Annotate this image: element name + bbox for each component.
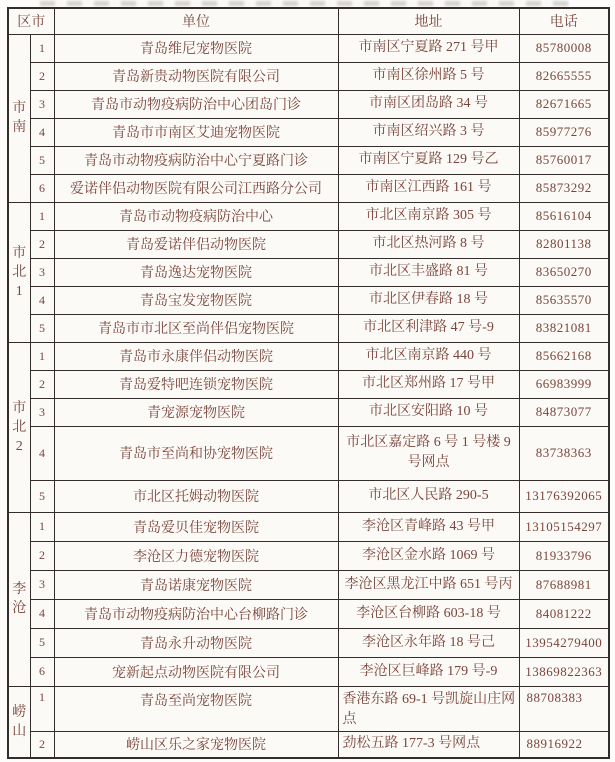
address-cell: 劲松五路 177-3 号网点 [338, 731, 519, 758]
phone-cell: 66983999 [519, 370, 609, 398]
row-number-cell: 4 [30, 599, 54, 628]
table-row [8, 370, 609, 398]
phone-cell: 13105154297 [519, 512, 609, 541]
table-row [8, 480, 609, 512]
phone-cell: 83821081 [519, 314, 609, 342]
table-row [8, 398, 609, 426]
table-row [8, 62, 609, 90]
phone-cell: 82665555 [519, 62, 609, 90]
row-number-cell: 6 [30, 174, 54, 202]
unit-cell: 青岛宝发宠物医院 [54, 286, 338, 314]
district-cell: 崂山 [8, 686, 30, 758]
phone-cell: 88708383 [519, 686, 609, 731]
unit-cell: 青岛维尼宠物医院 [54, 34, 338, 62]
row-number-cell: 4 [30, 286, 54, 314]
address-cell: 市北区利津路 47 号-9 [338, 314, 519, 342]
table-row [8, 230, 609, 258]
unit-cell: 青岛市动物疫病防治中心团岛门诊 [54, 90, 338, 118]
address-cell: 市北区人民路 290-5 [338, 480, 519, 512]
row-number-cell: 6 [30, 657, 54, 686]
address-cell: 市北区南京路 305 号 [338, 202, 519, 230]
table-row [8, 118, 609, 146]
row-number-cell: 1 [30, 342, 54, 370]
phone-cell: 85635570 [519, 286, 609, 314]
table-row [8, 657, 609, 686]
phone-cell: 85873292 [519, 174, 609, 202]
header-row [8, 8, 609, 34]
phone-cell: 83738363 [519, 426, 609, 480]
row-number-cell: 2 [30, 370, 54, 398]
address-cell: 市南区团岛路 34 号 [338, 90, 519, 118]
unit-cell: 青宠源宠物医院 [54, 398, 338, 426]
unit-cell: 青岛市永康伴侣动物医院 [54, 342, 338, 370]
table-row [8, 731, 609, 758]
district-cell: 市北2 [8, 342, 30, 512]
row-number-cell: 3 [30, 258, 54, 286]
address-cell: 市北区丰盛路 81 号 [338, 258, 519, 286]
address-cell: 市南区宁夏路 271 号甲 [338, 34, 519, 62]
pet-hospital-table [7, 7, 610, 759]
unit-cell: 青岛市市北区至尚伴侣宠物医院 [54, 314, 338, 342]
table-row [8, 286, 609, 314]
phone-cell: 87688981 [519, 570, 609, 599]
address-cell: 市北区安阳路 10 号 [338, 398, 519, 426]
table-row [8, 202, 609, 230]
address-cell: 市南区宁夏路 129 号乙 [338, 146, 519, 174]
table-row [8, 570, 609, 599]
address-cell: 香港东路 69-1 号凯旋山庄网点 [338, 686, 519, 731]
row-number-cell: 5 [30, 146, 54, 174]
unit-cell: 青岛市市南区艾迪宠物医院 [54, 118, 338, 146]
unit-cell: 爱诺伴侣动物医院有限公司江西路分公司 [54, 174, 338, 202]
table-row [8, 426, 609, 480]
row-number-cell: 3 [30, 570, 54, 599]
table-row [8, 342, 609, 370]
row-number-cell: 5 [30, 314, 54, 342]
phone-cell: 13176392065 [519, 480, 609, 512]
address-cell: 李沧区金水路 1069 号 [338, 541, 519, 570]
header-phone: 电话 [519, 8, 609, 34]
unit-cell: 青岛诺康宠物医院 [54, 570, 338, 599]
district-cell: 市南 [8, 34, 30, 202]
table-row [8, 599, 609, 628]
header-unit: 单位 [54, 8, 338, 34]
phone-cell: 85780008 [519, 34, 609, 62]
address-cell: 李沧区永年路 18 号己 [338, 628, 519, 657]
table-body [8, 34, 609, 758]
table-row [8, 174, 609, 202]
address-cell: 市北区热河路 8 号 [338, 230, 519, 258]
phone-cell: 13954279400 [519, 628, 609, 657]
district-cell: 市北1 [8, 202, 30, 342]
table-row [8, 34, 609, 62]
address-cell: 市南区徐州路 5 号 [338, 62, 519, 90]
row-number-cell: 2 [30, 62, 54, 90]
unit-cell: 青岛至尚宠物医院 [54, 686, 338, 731]
table-row [8, 541, 609, 570]
unit-cell: 青岛新贵动物医院有限公司 [54, 62, 338, 90]
district-cell: 李沧 [8, 512, 30, 686]
table-row [8, 628, 609, 657]
row-number-cell: 1 [30, 34, 54, 62]
header-district: 区市 [8, 8, 54, 34]
phone-cell: 82801138 [519, 230, 609, 258]
phone-cell: 84873077 [519, 398, 609, 426]
row-number-cell: 2 [30, 731, 54, 758]
unit-cell: 青岛爱诺伴侣动物医院 [54, 230, 338, 258]
table-row [8, 686, 609, 731]
unit-cell: 青岛市动物疫病防治中心宁夏路门诊 [54, 146, 338, 174]
phone-cell: 13869822363 [519, 657, 609, 686]
table-row [8, 512, 609, 541]
phone-cell: 88916922 [519, 731, 609, 758]
address-cell: 李沧区黑龙江中路 651 号丙 [338, 570, 519, 599]
row-number-cell: 1 [30, 686, 54, 731]
phone-cell: 85760017 [519, 146, 609, 174]
row-number-cell: 2 [30, 541, 54, 570]
address-cell: 李沧区台柳路 603-18 号 [338, 599, 519, 628]
row-number-cell: 4 [30, 426, 54, 480]
unit-cell: 青岛爱贝佳宠物医院 [54, 512, 338, 541]
row-number-cell: 5 [30, 628, 54, 657]
header-address: 地址 [338, 8, 519, 34]
address-cell: 市北区郑州路 17 号甲 [338, 370, 519, 398]
unit-cell: 青岛市至尚和协宠物医院 [54, 426, 338, 480]
unit-cell: 青岛逸达宠物医院 [54, 258, 338, 286]
address-cell: 市北区嘉定路 6 号 1 号楼 9 号网点 [338, 426, 519, 480]
address-cell: 市南区绍兴路 3 号 [338, 118, 519, 146]
row-number-cell: 1 [30, 512, 54, 541]
table-row [8, 90, 609, 118]
table-row [8, 146, 609, 174]
cropped-row-artifact [40, 1, 570, 6]
unit-cell: 青岛市动物疫病防治中心 [54, 202, 338, 230]
unit-cell: 青岛爱特吧连锁宠物医院 [54, 370, 338, 398]
phone-cell: 82671665 [519, 90, 609, 118]
row-number-cell: 4 [30, 118, 54, 146]
address-cell: 市南区江西路 161 号 [338, 174, 519, 202]
phone-cell: 81933796 [519, 541, 609, 570]
row-number-cell: 2 [30, 230, 54, 258]
table-row [8, 314, 609, 342]
row-number-cell: 5 [30, 480, 54, 512]
table-header [8, 8, 609, 34]
row-number-cell: 3 [30, 90, 54, 118]
unit-cell: 宠新起点动物医院有限公司 [54, 657, 338, 686]
phone-cell: 85616104 [519, 202, 609, 230]
table-row [8, 258, 609, 286]
address-cell: 李沧区巨峰路 179 号-9 [338, 657, 519, 686]
phone-cell: 85977276 [519, 118, 609, 146]
address-cell: 市北区南京路 440 号 [338, 342, 519, 370]
address-cell: 市北区伊春路 18 号 [338, 286, 519, 314]
unit-cell: 市北区托姆动物医院 [54, 480, 338, 512]
row-number-cell: 3 [30, 398, 54, 426]
address-cell: 李沧区青峰路 43 号甲 [338, 512, 519, 541]
phone-cell: 84081222 [519, 599, 609, 628]
phone-cell: 83650270 [519, 258, 609, 286]
unit-cell: 崂山区乐之家宠物医院 [54, 731, 338, 758]
phone-cell: 85662168 [519, 342, 609, 370]
row-number-cell: 1 [30, 202, 54, 230]
unit-cell: 青岛永升动物医院 [54, 628, 338, 657]
unit-cell: 青岛市动物疫病防治中心台柳路门诊 [54, 599, 338, 628]
unit-cell: 李沧区力德宠物医院 [54, 541, 338, 570]
